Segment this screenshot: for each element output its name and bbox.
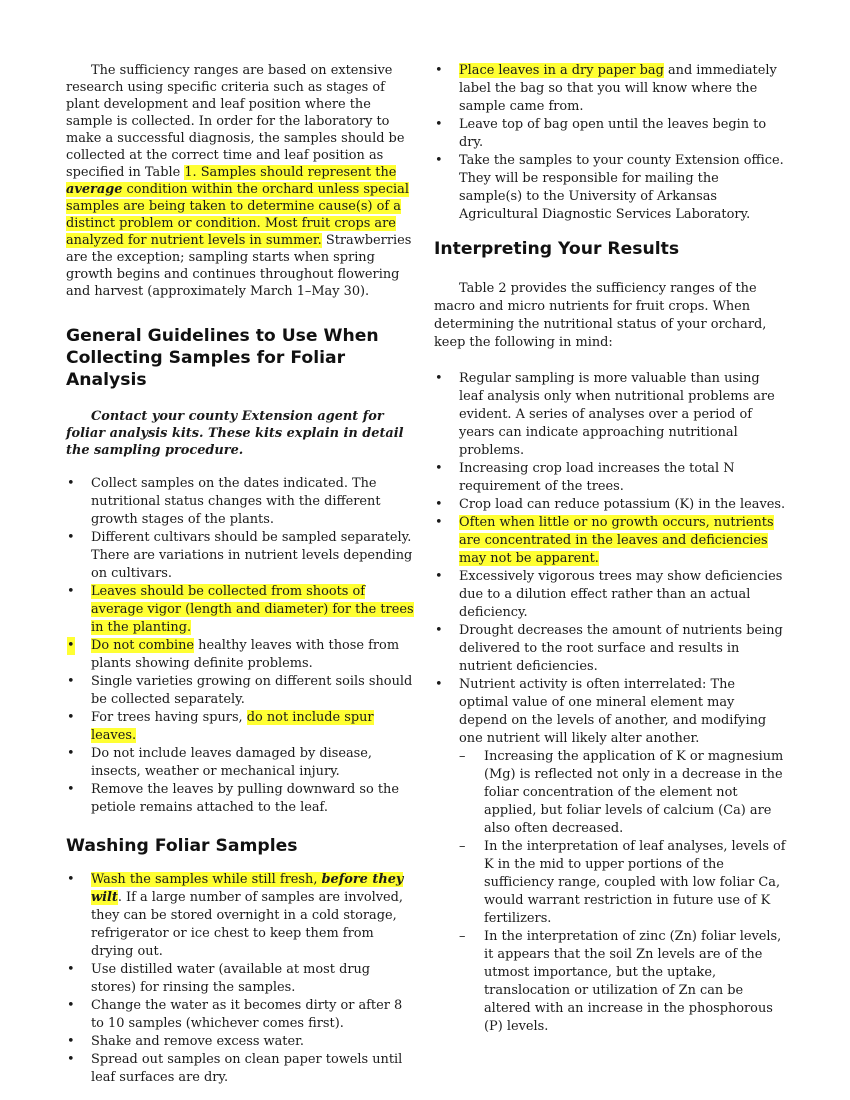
list-item: • Nutrient activity is often interrelated: The optimal value of one mineral element may depend on the levels of another, and modifying one nutrient will likely alter another. – Increasing the application of K or magnesium (Mg) is reflected not only in a decrease in the foliar concentration of the element not applied, but foliar levels of calcium (Ca) are also often decreased. – In the interpretation of leaf analyses, levels of K in the mid to upper portions of the sufficiency range, coupled with low foliar Ca, would warrant restriction in future use of K fertilizers. – In the interpretation of zinc (Zn) foliar levels, it appears that the soil Zn levels are of the utmost importance, but the uptake, translocation or utilization of Zn can be altered with an increase in the phosphorous (P) levels. <box>434 676 786 1036</box>
highlight: Place leaves in a dry paper bag <box>459 63 664 78</box>
right-column <box>434 62 786 1036</box>
list-item: • Drought decreases the amount of nutrients being delivered to the root surface and results in nutrient deficiencies. <box>434 622 786 676</box>
list-item: • Remove the leaves by pulling downward so the petiole remains attached to the leaf. <box>66 781 416 817</box>
list-item: • Use distilled water (available at most drug stores) for rinsing the samples. <box>66 961 416 997</box>
interpreting-list <box>434 370 786 1036</box>
list-item: • Increasing crop load increases the total N requirement of the trees. <box>434 460 786 496</box>
list-item: • Excessively vigorous trees may show deficiencies due to a dilution effect rather than an actual deficiency. <box>434 568 786 622</box>
highlight: Do not combine <box>91 638 195 653</box>
highlight: 1. Samples should represent the average condition within the orchard unless special samples are being taken to determine cause(s) of a distinct problem or condition. Most fruit crops are analyzed for nutrient levels in summer. <box>66 165 409 248</box>
guidelines-list <box>66 475 416 817</box>
list-item: • Do not combine healthy leaves with those from plants showing definite problems. <box>66 637 416 673</box>
sub-list-item: – Increasing the application of K or magnesium (Mg) is reflected not only in a decrease in the foliar concentration of the element not applied, but foliar levels of calcium (Ca) are also often decreased. <box>459 748 786 838</box>
highlight: Often when little or no growth occurs, nutrients are concentrated in the leaves and deficiencies may not be apparent. <box>459 515 774 566</box>
nested-list <box>459 748 786 1036</box>
list-item: • Different cultivars should be sampled separately. There are variations in nutrient levels depending on cultivars. <box>66 529 416 583</box>
list-item: • Collect samples on the dates indicated. The nutritional status changes with the different growth stages of the plants. <box>66 475 416 529</box>
list-item: • Wash the samples while still fresh, before they wilt. If a large number of samples are involved, they can be stored overnight in a cold storage, refrigerator or ice chest to keep them from drying out. <box>66 871 416 961</box>
highlight: do not include spur leaves. <box>91 710 374 743</box>
interpreting-intro: Table 2 provides the sufficiency ranges of the macro and micro nutrients for fruit crops. When determining the nutritional status of your orchard, keep the following in mind: <box>434 281 767 350</box>
list-item: • Shake and remove excess water. <box>66 1033 416 1051</box>
section-heading-washing: Washing Foliar Samples <box>66 836 298 856</box>
list-item: • For trees having spurs, do not include spur leaves. <box>66 709 416 745</box>
intro-paragraph: The sufficiency ranges are based on extensive research using specific criteria such as stages of plant development and leaf position where the sample is collected. In order for the laboratory to make a successful diagnosis, the samples should be collected at the correct time and leaf position as specified in Table 1. Samples should represent the average condition within the orchard unless special samples are being taken to determine cause(s) of a distinct problem or condition. Most fruit crops are analyzed for nutrient levels in summer. Strawberries are the exception; sampling starts when spring growth begins and continues throughout flowering and harvest (approximately March 1–May 30). <box>66 63 412 299</box>
list-item: • Spread out samples on clean paper towels until leaf surfaces are dry. <box>66 1051 416 1087</box>
section-heading-interpreting: Interpreting Your Results <box>434 239 680 259</box>
list-item: • Place leaves in a dry paper bag and immediately label the bag so that you will know where the sample came from. <box>434 62 786 116</box>
list-item: • Single varieties growing on different soils should be collected separately. <box>66 673 416 709</box>
sub-list-item: – In the interpretation of leaf analyses, levels of K in the mid to upper portions of the sufficiency range, coupled with low foliar Ca, would warrant restriction in future use of K fertilizers. <box>459 838 786 928</box>
list-item: • Leave top of bag open until the leaves begin to dry. <box>434 116 786 152</box>
highlight: Wash the samples while still fresh, before they wilt <box>91 872 404 905</box>
highlight: Leaves should be collected from shoots of average vigor (length and diameter) for the trees in the planting. <box>91 584 414 635</box>
bag-list <box>434 62 786 224</box>
left-column <box>66 62 416 1087</box>
list-item: • Crop load can reduce potassium (K) in the leaves. <box>434 496 786 514</box>
list-item: • Do not include leaves damaged by disease, insects, weather or mechanical injury. <box>66 745 416 781</box>
section-heading-guidelines: General Guidelines to Use When Collecting Samples for Foliar Analysis <box>66 326 379 390</box>
list-item <box>66 583 416 637</box>
list-item <box>434 514 786 568</box>
list-item: • Take the samples to your county Extension office. They will be responsible for mailing the sample(s) to the University of Arkansas Agricultural Diagnostic Services Laboratory. <box>434 152 786 224</box>
washing-list <box>66 871 416 1087</box>
sub-list-item: – In the interpretation of zinc (Zn) foliar levels, it appears that the soil Zn levels are of the utmost importance, but the uptake, translocation or utilization of Zn can be altered with an increase in the phosphorous (P) levels. <box>459 928 786 1036</box>
list-item: • Regular sampling is more valuable than using leaf analysis only when nutritional problems are evident. A series of analyses over a period of years can indicate approaching nutritional problems. <box>434 370 786 460</box>
list-item: • Change the water as it becomes dirty or after 8 to 10 samples (whichever comes first). <box>66 997 416 1033</box>
guidelines-intro: Contact your county Extension agent for foliar analysis kits. These kits explain in detail the sampling procedure. <box>66 409 404 458</box>
